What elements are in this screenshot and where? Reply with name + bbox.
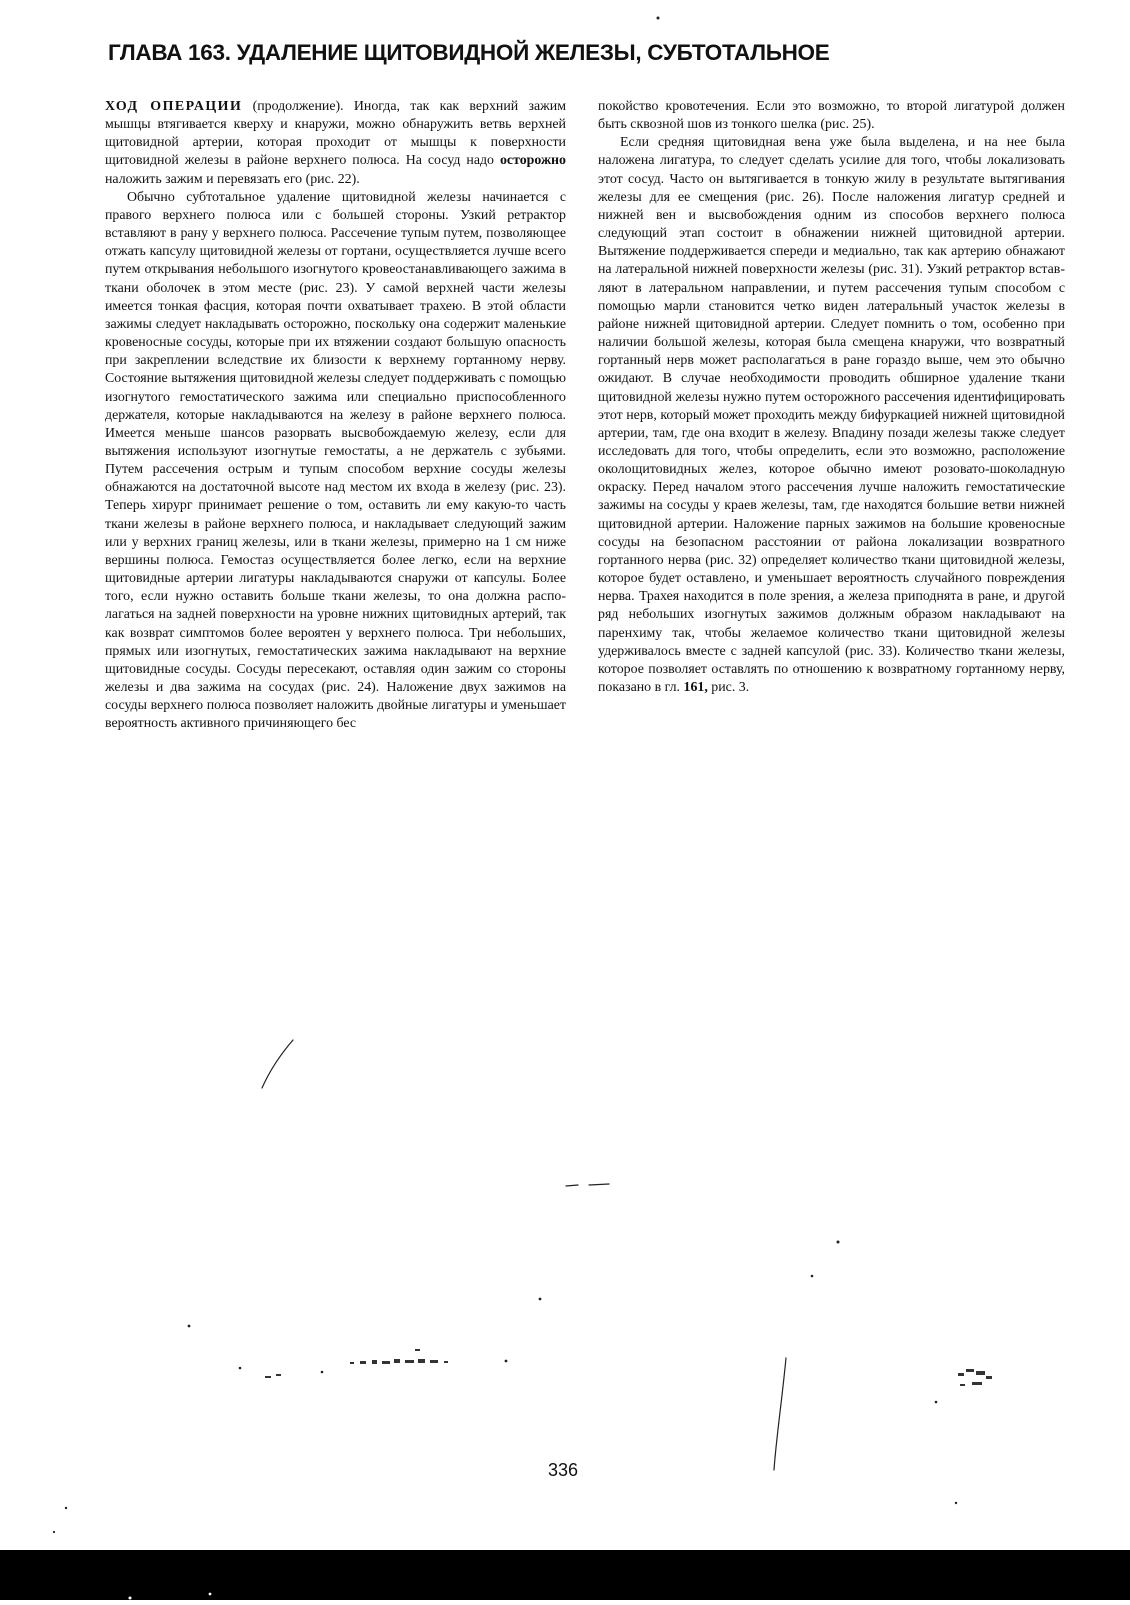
scan-smudge <box>960 1384 965 1386</box>
section-lead-heading: ХОД ОПЕРАЦИИ <box>105 99 243 114</box>
scan-smudge <box>418 1359 425 1363</box>
right-paragraph-1: покойство кровотечения. Если это возможно, то второй лигатурой должен быть сквозной шов из тонкого шелка (рис. 25). <box>598 99 1065 133</box>
scan-smudge <box>265 1376 271 1378</box>
scan-speck <box>811 1275 814 1278</box>
right-paragraph-2-text: Если средняя щитовидная вена уже была выделена, и на нее была наложена лигатура, то следует сделать усилие для того, чтобы локализовать этот сосуд. Часто он вытягивается в тонкую жилу в результате вытягивания железы для ее смещения (рис. 26). После наложения лигатур средней и нижней вен и высвобождения одним из способов верхнего полюса следующий этап состоит в обнажении нижней щитовидной артерии. Вытяжение поддерживается спереди и медиально, так как артерию обнажают на латеральной нижней поверхности железы (рис. 31). Узкий ретрактор вставляют в латеральном направлении, и путем рассечения тупым способом с помощью марли становится четко виден латеральный участок железы в районе нижней щитовидной артерии. Следует помнить о том, особенно при наличии большой железы, которая была смещена кнаружи, что возвратный гортанный нерв может располагаться в ране гораздо выше, чем это обычно ожидают. В случае необходимости проводить обширное удаление ткани щитовидной железы нужно путем осторожного рассечения идентифицировать этот нерв, который может проходить между бифуркацией нижней щитовидной артерии, там, где она входит в железу. Впадину позади железы также следует исследовать для того, чтобы определить, если это возможно, расположение околощитовидных желез, которое обычно имеют розовато-шоколадную окраску. Перед началом этого рассечения лучше наложить гемостатические зажимы на сосуды у краев железы, там, где находятся большие ветви нижней щитовидной артерии. Наложение парных зажимов на большие кровеносные сосуды на безопасном расстоянии от района локализации возвратного гортанного нерва (рис. 32) определяет количество ткани щитовидной железы, которое будет оставлено, и уменьшает вероятность случайного повреждения нерва. Трахея находится в поле зрения, а железа приподнята в ране, и другой ряд небольших изогнутых зажимов должным образом накладывают на паренхиму так, чтобы желаемое количество ткани щитовидной железы удерживалось вместе с задней капсулой (рис. 33). Количество ткани железы, которое позволяет оставлять по отношению к возвратному гортанному нерву, показано в гл. <box>598 135 1065 695</box>
scan-smudge <box>958 1373 964 1376</box>
scan-speck <box>657 17 660 20</box>
left-paragraph-2: Обычно субтотальное удаление щитовидной железы начинается с правого верхнего полюса или с большей стороны. Узкий ретрактор вставляют в рану у верхнего полюса. Рассечение тупым путем, позволяющее отжать капсулу щитовидной железы от гортани, осуществляется лучше всего путем открывания небольшого изогнутого кровеостанавливающего зажима в ткани оболочек в этом месте (рис. 23). У самой верхней части железы имеется тонкая фасция, которая почти охватывает трахею. В этой области зажимы следует накладывать осторожно, поскольку она содержит маленькие кровеносные сосуды, которые при их втяжении создают большую опасность при закреплении вследствие их близости к верхнему гортанному нерву. Состояние вытяжения щитовидной железы следует поддерживать с помощью изогнутого гемостатического зажима или специально приспособленного держателя, которые накладываются на железу в районе верхнего полюса. Имеется меньше шансов разорвать высвобождаемую железу, если для вытяжения используют изогнутые гемостаты, а не держатель с зубьями. Путем рассечения острым и тупым способом верхние сосуды железы обнажаются на достаточной высоте над местом их входа в железу (рис. 23). Теперь хирург принимает решение о том, оставить ли ему какую-то часть ткани железы в районе верхнего полюса, и накладывает следующий зажим или у верхних границ железы, или в ткани железы, примерно на 1 см ниже вершины полюса. Гемостаз осуществляется более легко, если на верхние щитовидные артерии лигатуры накладываются снаружи от капсулы. Более того, если нужно оставить больше ткани железы, то она должна располагаться на задней поверхности на уровне нижних щитовидных артерий, так как возврат симптомов более вероятен у верхнего полюса. Три небольших, прямых или изогнутых, гемостатических зажима накладывают на верхние щитовидные сосуды. Сосуды пересекают, оставляя один зажим со стороны железы и два зажима на сосудах (рис. 24). Наложение двух зажимов на сосуды верхнего полюса позволяет наложить двойные лигатуры и уменьшает вероятность активного причиняющего бес <box>105 189 566 732</box>
left-paragraph-1-text-a: (продолжение). Иногда, так как верхний зажим мышцы втягивается кверху и кнаружи, можно обнаружить ветвь верхней щитовидной артерии, которая проходит от мышцы к поверхности щитовидной железы в районе верхнего полюса. На сосуд надо <box>105 99 566 169</box>
right-column <box>598 98 1065 697</box>
chapter-title: ГЛАВА 163. УДАЛЕНИЕ ЩИТОВИДНОЙ ЖЕЛЕЗЫ, СУБТОТАЛЬНОЕ <box>108 40 830 65</box>
scan-smudge <box>976 1371 985 1375</box>
left-paragraph-1-emphasis: осторожно <box>499 153 566 169</box>
scan-smudge <box>360 1361 366 1364</box>
scan-stroke-2 <box>774 1358 786 1470</box>
scan-speck <box>321 1371 324 1374</box>
scan-smudge <box>986 1376 992 1379</box>
scan-speck <box>65 1507 67 1509</box>
scan-smudge <box>394 1359 400 1363</box>
left-column <box>105 98 566 733</box>
scan-smudge <box>444 1361 448 1363</box>
scan-smudge <box>430 1360 438 1363</box>
scan-smudge <box>405 1360 414 1363</box>
scan-speck <box>239 1367 242 1370</box>
right-paragraph-2-end: рис. 3. <box>707 680 750 695</box>
chapter-reference: 161, <box>683 680 708 695</box>
scan-speck <box>188 1325 191 1328</box>
scan-smudge <box>415 1349 420 1351</box>
scan-speck <box>505 1360 508 1363</box>
scan-stroke-3 <box>566 1184 609 1186</box>
scan-speck <box>935 1401 938 1404</box>
scan-smudge <box>276 1374 281 1376</box>
scan-bottom-border <box>0 1550 1130 1600</box>
left-paragraph-1-text-b: наложить зажим и перевязать его (рис. 22). <box>105 171 360 187</box>
left-paragraph-1 <box>105 98 566 189</box>
scan-smudge <box>966 1369 974 1372</box>
scan-speck <box>539 1298 542 1301</box>
scan-speck <box>955 1502 957 1504</box>
scan-smudge <box>372 1360 377 1364</box>
scan-speck <box>209 1593 212 1596</box>
scan-speck <box>129 1597 132 1600</box>
scan-speck <box>837 1241 840 1244</box>
page-number: 336 <box>548 1460 579 1480</box>
scan-stroke-1 <box>262 1040 293 1088</box>
scan-smudge <box>972 1382 982 1385</box>
right-paragraph-2 <box>598 134 1065 697</box>
scan-border-specks <box>0 1550 1130 1600</box>
scan-smudge <box>350 1362 354 1364</box>
scan-smudge <box>382 1361 390 1364</box>
scan-speck <box>53 1531 55 1533</box>
